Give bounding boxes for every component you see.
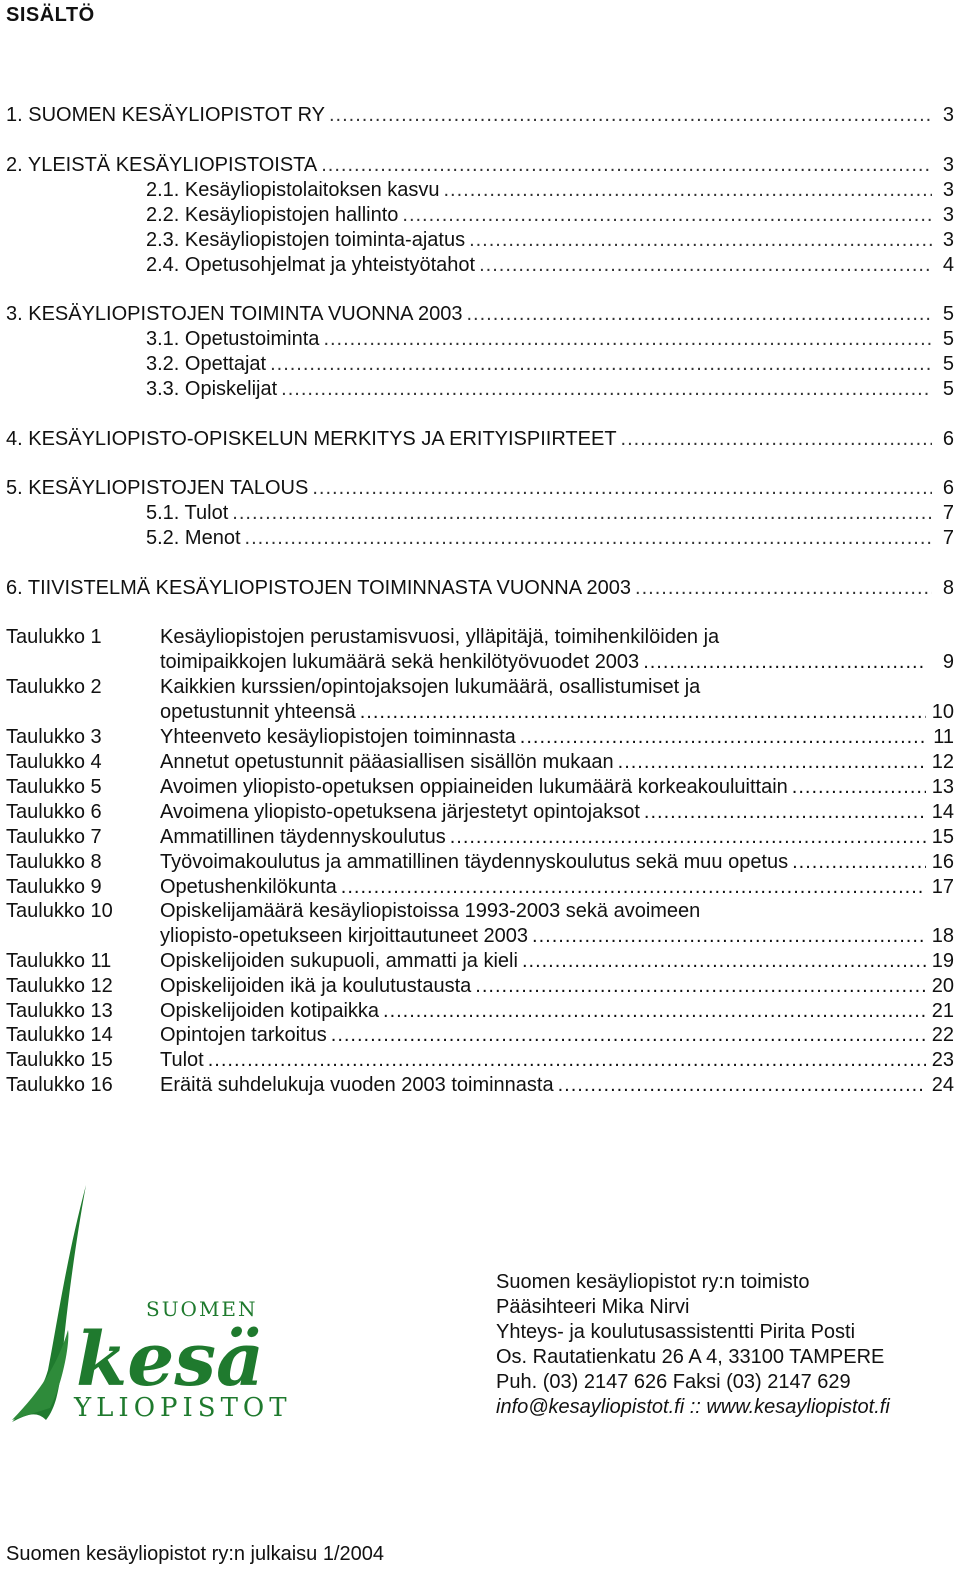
contact-email-web[interactable]: info@kesayliopistot.fi :: www.kesayliopistot.fi (496, 1396, 890, 1418)
table-title: Ammatillinen täydennyskoulutus (160, 826, 446, 848)
table-title: Tulot (160, 1049, 204, 1071)
table-list-entry[interactable] (6, 949, 954, 974)
dot-leader (383, 999, 926, 1024)
toc-entry[interactable] (6, 302, 954, 327)
table-title-line: Kaikkien kurssien/opintojaksojen lukumäärä, osallistumiset ja (160, 676, 701, 698)
dot-leader (360, 700, 926, 725)
table-list-entry[interactable] (6, 775, 954, 800)
dot-leader (329, 103, 932, 128)
contact-line: Os. Rautatienkatu 26 A 4, 33100 TAMPERE (496, 1346, 885, 1368)
table-number: Taulukko 6 (6, 801, 102, 823)
table-title: Opiskelijoiden ikä ja koulutustausta (160, 975, 472, 997)
table-list-entry[interactable] (6, 625, 954, 675)
table-title: Opiskelijoiden sukupuoli, ammatti ja kieli (160, 950, 518, 972)
table-page: 19 (931, 950, 954, 972)
logo-bottom-text: YLIOPISTOT (74, 1393, 292, 1423)
table-title-line: Opiskelijamäärä kesäyliopistoissa 1993-2003 sekä avoimeen (160, 900, 701, 922)
table-number: Taulukko 9 (6, 876, 102, 898)
table-number: Taulukko 15 (6, 1049, 113, 1071)
table-page: 15 (931, 826, 954, 848)
toc-entry[interactable] (6, 103, 954, 128)
table-page: 16 (931, 851, 954, 873)
dot-leader (621, 427, 932, 452)
toc-entry-label: 3.2. Opettajat (146, 353, 267, 375)
dot-leader (245, 526, 932, 551)
table-number: Taulukko 12 (6, 975, 113, 997)
table-list-entry[interactable] (6, 725, 954, 750)
dot-leader (618, 750, 926, 775)
dot-leader (558, 1073, 926, 1098)
dot-leader (321, 153, 932, 178)
table-number: Taulukko 2 (6, 676, 102, 698)
toc-entry[interactable] (6, 501, 954, 526)
toc-entry-page: 6 (942, 477, 954, 499)
dot-leader (475, 974, 926, 999)
dot-leader (208, 1048, 926, 1073)
toc-entry-label: 2.1. Kesäyliopistolaitoksen kasvu (146, 179, 440, 201)
table-page: 24 (931, 1074, 954, 1096)
table-title: Työvoimakoulutus ja ammatillinen täydennyskoulutus sekä muu opetus (160, 851, 789, 873)
table-number: Taulukko 7 (6, 826, 102, 848)
contact-line: Yhteys- ja koulutusassistentti Pirita Posti (496, 1321, 856, 1343)
table-page: 21 (931, 1000, 954, 1022)
dot-leader (520, 725, 926, 750)
toc-entry[interactable] (6, 228, 954, 253)
toc-entry[interactable] (6, 327, 954, 352)
toc-entry-label: 3.1. Opetustoiminta (146, 328, 320, 350)
toc-entry-label: 2.4. Opetusohjelmat ja yhteistyötahot (146, 254, 476, 276)
toc-entry[interactable] (6, 377, 954, 402)
table-list-entry[interactable] (6, 899, 954, 949)
dot-leader (522, 949, 926, 974)
table-title: toimipaikkojen lukumäärä sekä henkilötyövuodet 2003 (160, 651, 640, 673)
dot-leader (635, 576, 932, 601)
table-list-entry[interactable] (6, 800, 954, 825)
toc-entry-page: 3 (942, 204, 954, 226)
table-list-entry[interactable] (6, 1048, 954, 1073)
table-number: Taulukko 8 (6, 851, 102, 873)
table-title: yliopisto-opetukseen kirjoittautuneet 2003 (160, 925, 529, 947)
table-page: 22 (931, 1024, 954, 1046)
table-page: 23 (931, 1049, 954, 1071)
toc-entry[interactable] (6, 526, 954, 551)
table-title: Eräitä suhdelukuja vuoden 2003 toiminnasta (160, 1074, 554, 1096)
table-page: 10 (931, 701, 954, 723)
toc-entry-page: 7 (942, 527, 954, 549)
page-title: SISÄLTÖ (6, 4, 95, 26)
table-title: Opetushenkilökunta (160, 876, 337, 898)
toc-entry-page: 6 (942, 428, 954, 450)
toc-entry-label: 2. YLEISTÄ KESÄYLIOPISTOISTA (6, 154, 318, 176)
table-list-entry[interactable] (6, 825, 954, 850)
dot-leader (643, 650, 926, 675)
contact-line: Puh. (03) 2147 626 Faksi (03) 2147 629 (496, 1371, 851, 1393)
dot-leader (341, 875, 926, 900)
table-list-entry[interactable] (6, 850, 954, 875)
dot-leader (270, 352, 932, 377)
dot-leader (469, 228, 932, 253)
toc-entry-page: 3 (942, 179, 954, 201)
toc-entry[interactable] (6, 203, 954, 228)
toc-entry-page: 5 (942, 378, 954, 400)
dot-leader (312, 476, 932, 501)
toc-entry[interactable] (6, 427, 954, 452)
table-title-line: Kesäyliopistojen perustamisvuosi, ylläpitäjä, toimihenkilöiden ja (160, 626, 720, 648)
toc-entry-label: 6. TIIVISTELMÄ KESÄYLIOPISTOJEN TOIMINNASTA VUONNA 2003 (6, 577, 632, 599)
table-number: Taulukko 11 (6, 950, 112, 972)
dot-leader (450, 825, 926, 850)
kesayliopistot-logo (6, 1180, 326, 1430)
toc-entry-page: 3 (942, 154, 954, 176)
table-title: Annetut opetustunnit pääasiallisen sisällön mukaan (160, 751, 614, 773)
table-title: Opintojen tarkoitus (160, 1024, 327, 1046)
toc-entry-label: 2.3. Kesäyliopistojen toiminta-ajatus (146, 229, 466, 251)
toc-entry-page: 3 (942, 229, 954, 251)
toc-entry-page: 7 (942, 502, 954, 524)
dot-leader (323, 327, 932, 352)
toc-entry[interactable] (6, 178, 954, 203)
table-page: 17 (931, 876, 954, 898)
contact-block (496, 1270, 890, 1420)
toc-entry[interactable] (6, 153, 954, 178)
toc-entry[interactable] (6, 476, 954, 501)
table-list-entry[interactable] (6, 675, 954, 725)
logo-top-text: SUOMEN (146, 1297, 258, 1321)
table-number: Taulukko 3 (6, 726, 102, 748)
table-list-entry[interactable] (6, 974, 954, 999)
toc-entry[interactable] (6, 352, 954, 377)
table-number: Taulukko 4 (6, 751, 102, 773)
toc-entry-page: 4 (942, 254, 954, 276)
dot-leader (444, 178, 933, 203)
toc-entry-page: 5 (942, 353, 954, 375)
table-number: Taulukko 10 (6, 900, 113, 922)
table-number: Taulukko 16 (6, 1074, 113, 1096)
dot-leader (331, 1023, 926, 1048)
table-page: 11 (933, 726, 954, 748)
table-number: Taulukko 14 (6, 1024, 113, 1046)
table-list-entry[interactable] (6, 999, 954, 1024)
table-number: Taulukko 5 (6, 776, 102, 798)
table-list-entry[interactable] (6, 875, 954, 900)
dot-leader (479, 253, 932, 278)
table-title: opetustunnit yhteensä (160, 701, 356, 723)
toc-entry-page: 8 (942, 577, 954, 599)
toc-entry-label: 5. KESÄYLIOPISTOJEN TALOUS (6, 477, 309, 499)
table-page: 18 (931, 925, 954, 947)
table-page: 12 (931, 751, 954, 773)
toc-entry-label: 1. SUOMEN KESÄYLIOPISTOT RY (6, 104, 325, 126)
table-list-entry[interactable] (6, 1073, 954, 1098)
toc-entry-label: 3.3. Opiskelijat (146, 378, 278, 400)
toc-entry-page: 3 (942, 104, 954, 126)
contact-line: Pääsihteeri Mika Nirvi (496, 1296, 690, 1318)
dot-leader (281, 377, 932, 402)
table-title: Avoimena yliopisto-opetuksena järjestetyt opintojaksot (160, 801, 640, 823)
toc-entry[interactable] (6, 253, 954, 278)
logo-main-text: kesä (76, 1317, 264, 1403)
publication-footer: Suomen kesäyliopistot ry:n julkaisu 1/2004 (6, 1543, 384, 1565)
table-page: 13 (931, 776, 954, 798)
toc-entry-label: 5.1. Tulot (146, 502, 229, 524)
toc-entry-label: 5.2. Menot (146, 527, 241, 549)
toc-entry[interactable] (6, 576, 954, 601)
toc-entry-page: 5 (942, 328, 954, 350)
table-number: Taulukko 1 (6, 626, 102, 648)
contact-line: Suomen kesäyliopistot ry:n toimisto (496, 1271, 810, 1293)
toc-entry-label: 2.2. Kesäyliopistojen hallinto (146, 204, 399, 226)
dot-leader (232, 501, 932, 526)
dot-leader (644, 800, 926, 825)
table-page: 14 (931, 801, 954, 823)
toc-entry-page: 5 (942, 303, 954, 325)
dot-leader (466, 302, 932, 327)
dot-leader (402, 203, 932, 228)
toc-entry-label: 4. KESÄYLIOPISTO-OPISKELUN MERKITYS JA ERITYISPIIRTEET (6, 428, 617, 450)
dot-leader (792, 850, 926, 875)
table-page: 9 (942, 651, 954, 673)
table-number: Taulukko 13 (6, 1000, 113, 1022)
dot-leader (532, 924, 926, 949)
table-title: Avoimen yliopisto-opetuksen oppiaineiden lukumäärä korkeakouluittain (160, 776, 788, 798)
dot-leader (792, 775, 926, 800)
table-list-entry[interactable] (6, 750, 954, 775)
table-page: 20 (931, 975, 954, 997)
table-title: Yhteenveto kesäyliopistojen toiminnasta (160, 726, 516, 748)
table-list-entry[interactable] (6, 1023, 954, 1048)
table-title: Opiskelijoiden kotipaikka (160, 1000, 380, 1022)
toc-entry-label: 3. KESÄYLIOPISTOJEN TOIMINTA VUONNA 2003 (6, 303, 463, 325)
